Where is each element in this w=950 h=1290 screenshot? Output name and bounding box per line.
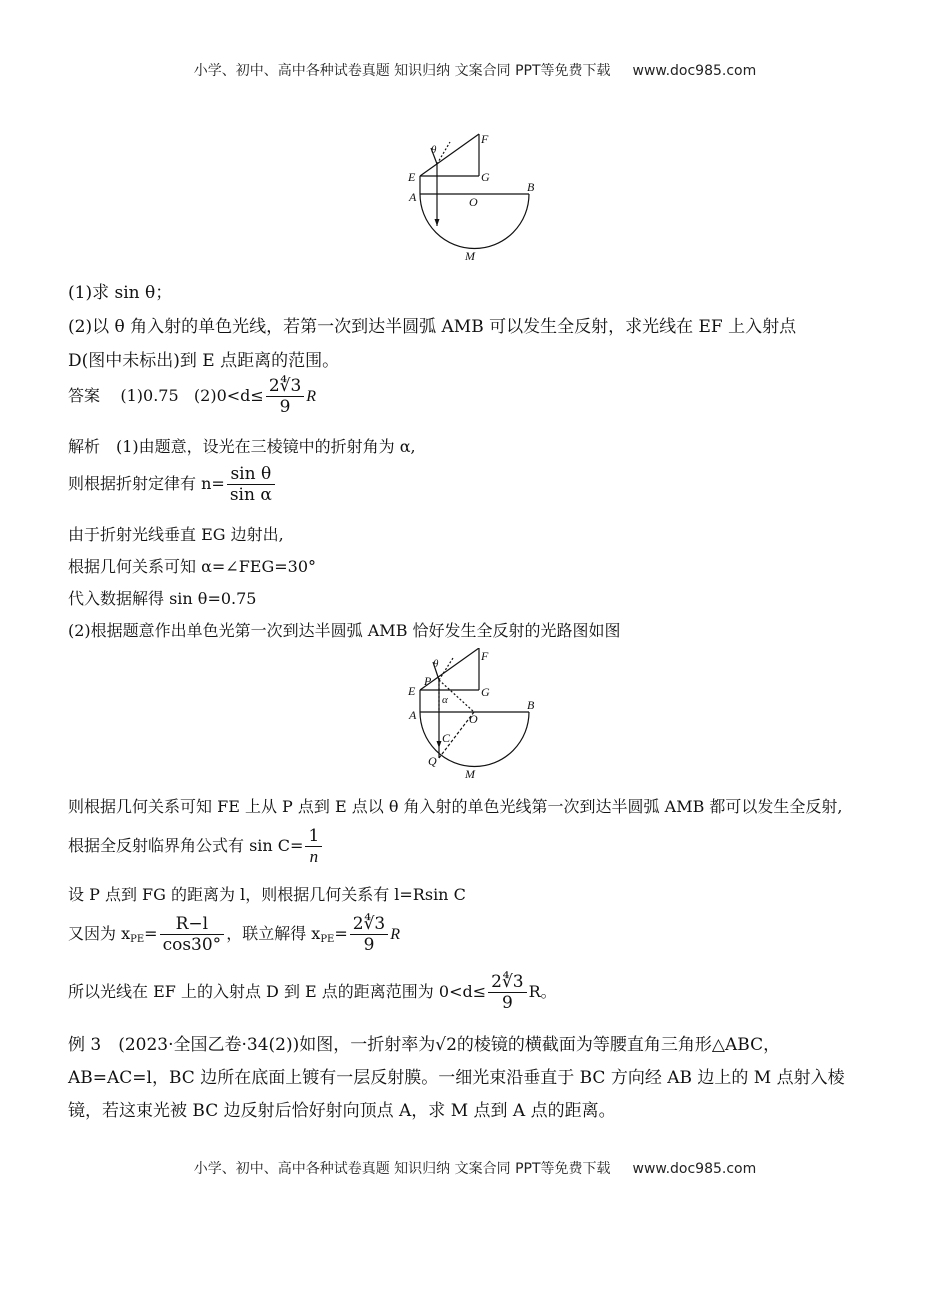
fig1-label-o: O [469,195,478,209]
fig2-label-q: Q [428,754,437,768]
analysis-line-1: 解析 (1)由题意，设光在三棱镜中的折射角为 α, [68,437,416,456]
critical-denominator: n [309,847,319,866]
analysis-line-2 [68,464,277,505]
fig2-label-m: M [465,767,475,781]
xpe-denominator: cos30° [162,935,222,955]
range-fraction [488,972,526,1013]
analysis-line-9: 设 P 点到 FG 的距离为 l，则根据几何关系有 l=Rsin C [68,885,466,904]
range-post: R。 [528,982,557,1001]
fig1-label-f: F [481,132,489,146]
fig2-label-p: P [424,674,432,688]
xpe-result-fraction [350,914,388,955]
page-footer [0,1158,950,1178]
analysis-line-4: 根据几何关系可知 α=∠FEG=30° [68,557,317,576]
fig2-label-a: A [409,708,417,722]
snell-numerator: sin θ [227,464,275,485]
critical-numerator: 1 [305,826,322,847]
fig2-label-f: F [481,649,489,663]
critical-angle-text: 根据全反射临界角公式有 sin C= [68,836,304,855]
header-text: 小学、初中、高中各种试卷真题 知识归纳 文案合同 PPT等免费下载 [193,63,611,79]
analysis-line-8 [68,826,324,867]
fig2-label-theta: θ [433,658,439,670]
fig1-label-e: E [408,170,416,184]
analysis-line-11 [68,972,557,1013]
range-numerator: 2∜3 [488,972,526,993]
xpe-middle: ，联立解得 x [226,924,321,943]
fig2-label-alpha: α [442,694,448,706]
xpe-result-r: R [390,926,400,943]
answer-r: R [306,388,317,405]
answer-part-1: (1)0.75 [120,386,179,405]
xpe-eq: = [144,924,158,943]
question-2-line-1: (2)以 θ 角入射的单色光线，若第一次到达半圆弧 AMB 可以发生全反射，求光线在 EF 上入射点 [68,317,797,337]
figure-1-diagram [395,128,555,266]
analysis-line-7: 则根据几何关系可知 FE 上从 P 点到 E 点以 θ 角入射的单色光线第一次到达半圆弧 AMB 都可以发生全反射, [68,797,843,816]
footer-site: www.doc985.com [632,1161,757,1177]
answer-part-2: (2)0<d≤ [193,386,264,405]
analysis-line-6: (2)根据题意作出单色光第一次到达半圆弧 AMB 恰好发生全反射的光路图如图 [68,621,621,640]
snell-denominator: sin α [229,485,272,505]
fig2-label-g: G [481,685,490,699]
range-denominator: 9 [501,993,513,1013]
footer-text: 小学、初中、高中各种试卷真题 知识归纳 文案合同 PPT等免费下载 [193,1161,611,1177]
analysis-line-3: 由于折射光线垂直 EG 边射出, [68,525,284,544]
question-2-line-2: D(图中未标出)到 E 点距离的范围。 [68,351,340,371]
xpe-result-denominator: 9 [363,935,375,955]
fig1-label-m: M [465,249,475,263]
answer-label: 答案 [68,386,101,405]
analysis-line-10 [68,914,400,955]
fig1-label-a: A [409,190,417,204]
page-header [0,60,950,80]
figure-2-diagram [395,648,555,788]
answer-denominator: 9 [279,397,291,417]
example-3-line-2: AB=AC=l，BC 边所在底面上镀有一层反射膜。一细光束沿垂直于 BC 方向经 AB 边上的 M 点射入棱 [68,1068,845,1088]
snell-fraction [227,464,275,505]
fig1-label-g: G [481,170,490,184]
header-site: www.doc985.com [632,63,757,79]
fig1-label-theta: θ [431,144,437,156]
analysis-line-5: 代入数据解得 sin θ=0.75 [68,589,257,608]
fig2-label-e: E [408,684,416,698]
snell-law-text: 则根据折射定律有 n= [68,474,225,493]
fig2-label-o: O [469,712,478,726]
xpe-subscript: PE [130,934,145,945]
fig2-label-c: C [442,731,451,745]
xpe-numerator: R−l [160,914,225,935]
answer-numerator: 2∜3 [266,376,304,397]
question-1: (1)求 sin θ； [68,283,173,303]
answer-line [68,376,316,417]
range-text: 所以光线在 EF 上的入射点 D 到 E 点的距离范围为 0<d≤ [68,982,487,1001]
example-3-line-1: 例 3 (2023·全国乙卷·34(2))如图，一折射率为√2的棱镜的横截面为等腰直角三角形△ABC， [68,1035,781,1055]
example-3-line-3: 镜，若这束光被 BC 边反射后恰好射向顶点 A，求 M 点到 A 点的距离。 [68,1101,616,1121]
xpe-eq-2: = [334,924,348,943]
answer-fraction [266,376,304,417]
fig2-label-b: B [527,698,535,712]
critical-angle-fraction [305,826,322,867]
fig1-label-b: B [527,180,535,194]
xpe-fraction [160,914,225,955]
xpe-result-numerator: 2∜3 [350,914,388,935]
xpe-subscript-2: PE [320,934,335,945]
xpe-prefix: 又因为 x [68,924,131,943]
